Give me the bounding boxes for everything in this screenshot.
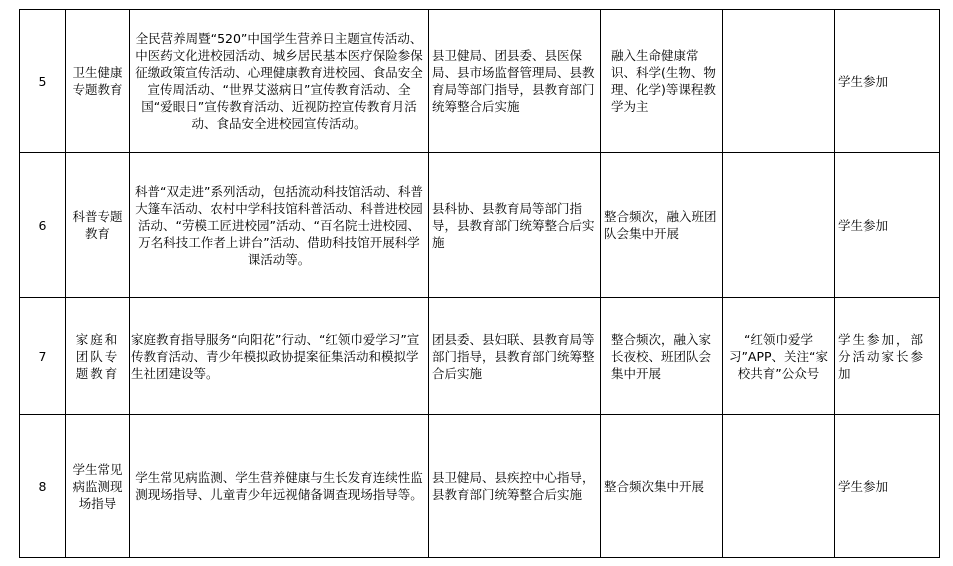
row-number: 7 [20, 298, 66, 415]
participants: 学生参加，部分活动家长参加 [835, 298, 940, 415]
implementation-mode: 整合频次集中开展 [601, 415, 723, 558]
platform [723, 153, 835, 298]
activity-content: 科普“双走进”系列活动，包括流动科技馆活动、科普大篷车活动、农村中学科技馆科普活动、科普进校园活动、“劳模工匠进校园”活动、“百名院士进校园、万名科技工作者上讲台”活动、借助科技馆开展科学课活动等。 [130, 153, 429, 298]
implementation-mode: 整合频次，融入班团队会集中开展 [601, 153, 723, 298]
table-row [20, 298, 940, 415]
responsible-departments: 县卫健局、县疾控中心指导，县教育部门统筹整合后实施 [429, 415, 601, 558]
platform [723, 415, 835, 558]
topic-name: 卫生健康专题教育 [66, 10, 130, 153]
row-number: 5 [20, 10, 66, 153]
table-row [20, 153, 940, 298]
topic-name: 学生常见病监测现场指导 [66, 415, 130, 558]
responsible-departments: 团县委、县妇联、县教育局等部门指导，县教育部门统筹整合后实施 [429, 298, 601, 415]
topic-name: 科普专题教育 [66, 153, 130, 298]
row-number: 6 [20, 153, 66, 298]
table-row [20, 415, 940, 558]
responsible-departments: 县卫健局、团县委、县医保局、县市场监督管理局、县教育局等部门指导，县教育部门统筹整合后实施 [429, 10, 601, 153]
participants: 学生参加 [835, 10, 940, 153]
platform [723, 10, 835, 153]
responsible-departments: 县科协、县教育局等部门指导，县教育部门统筹整合后实施 [429, 153, 601, 298]
activity-content: 全民营养周暨“520”中国学生营养日主题宣传活动、中医药文化进校园活动、城乡居民基本医疗保险参保征缴政策宣传活动、心理健康教育进校园、食品安全宣传周活动、“世界艾滋病日”宣传教育活动、全国“爱眼日”宣传教育活动、近视防控宣传教育月活动、食品安全进校园宣传活动。 [130, 10, 429, 153]
implementation-mode: 整合频次，融入家长夜校、班团队会集中开展 [601, 298, 723, 415]
activity-content: 家庭教育指导服务“向阳花”行动、“红领巾爱学习”宣传教育活动、青少年模拟政协提案征集活动和模拟学生社团建设等。 [130, 298, 429, 415]
activity-table [19, 9, 940, 558]
row-number: 8 [20, 415, 66, 558]
topic-name: 家庭和团队专题教育 [66, 298, 130, 415]
participants: 学生参加 [835, 153, 940, 298]
platform: “红领巾爱学习”APP、关注“家校共育”公众号 [723, 298, 835, 415]
participants: 学生参加 [835, 415, 940, 558]
table-row [20, 10, 940, 153]
activity-content: 学生常见病监测、学生营养健康与生长发育连续性监测现场指导、儿童青少年远视储备调查现场指导等。 [130, 415, 429, 558]
implementation-mode: 融入生命健康常识、科学(生物、物理、化学)等课程教学为主 [601, 10, 723, 153]
